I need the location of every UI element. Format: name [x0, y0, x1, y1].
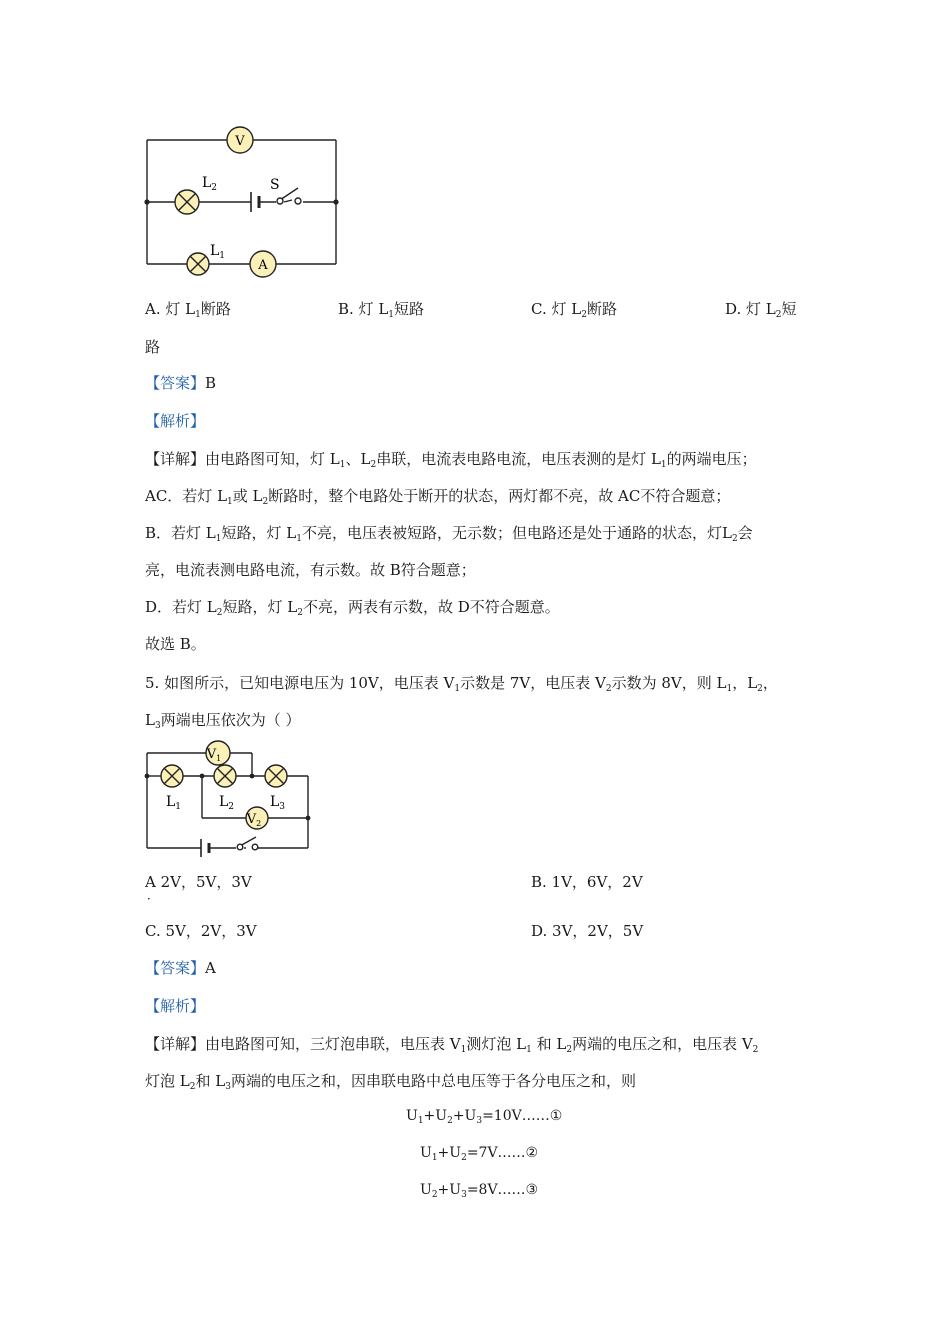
q4-detail-line-5: D．若灯 $L_2$短路，灯 $L_2$不亮，两表有示数，故 D不符合题意。: [145, 598, 560, 618]
q5-v1-label: $V_1$: [206, 747, 222, 763]
q4-option-c[interactable]: C. 灯 $L_2$断路: [531, 300, 617, 320]
q4-battery: [251, 192, 259, 212]
q5-option-c[interactable]: C. 5V，2V，3V: [145, 922, 257, 940]
q4-detail-line-3: B．若灯 $L_1$短路，灯 $L_1$不亮，电压表被短路，无示数；但电路还是处于通路的状态，灯$L_2$会: [145, 524, 753, 544]
q5-option-d[interactable]: D. 3V，2V，5V: [531, 922, 644, 940]
q5-answer: [145, 957, 216, 978]
q4-junction-left: [144, 199, 149, 204]
q5-detail-line-2: 灯泡 $L_2$和 $L_3$两端的电压之和，因串联电路中总电压等于各分电压之和，则: [145, 1072, 636, 1092]
q4-detail-line-4: 亮，电流表测电路电流，有示数。故 B符合题意；: [145, 561, 476, 579]
q5-option-a[interactable]: A 2V，5V，3V: [145, 873, 252, 891]
q4-switch: [277, 188, 301, 204]
q4-label-l1: $L_1$: [210, 243, 226, 261]
q4-junction-right: [333, 199, 338, 204]
q4-answer-tag: 【答案】: [145, 374, 206, 392]
q5-junction-2: [200, 774, 205, 779]
q4-lamp-l2: [175, 190, 199, 214]
q5-circuit-diagram: [140, 736, 320, 862]
q4-option-d[interactable]: D. 灯 $L_2$短: [725, 300, 797, 320]
q4-option-a[interactable]: A. 灯 $L_1$断路: [145, 300, 231, 320]
q4-voltmeter: [227, 127, 253, 153]
q4-label-s: S: [270, 177, 280, 193]
q5-analysis-tag: 【解析】: [145, 997, 206, 1015]
q4-option-d-continued: 路: [145, 338, 161, 356]
q5-stem-line-1: 5. 如图所示，已知电源电压为 10V，电压表 $V_1$示数是 7V，电压表 $V_2$示数为 8V，则 $L_1$，$L_2$，: [145, 674, 778, 694]
q5-lamp-l1: [161, 765, 183, 787]
q5-voltmeter-v2: [246, 807, 268, 829]
q5-junction-4: [306, 816, 311, 821]
q4-ammeter-label: A: [258, 258, 268, 273]
q5-label-l1: $L_1$: [166, 794, 182, 812]
q4-ammeter: [250, 251, 276, 277]
q5-option-b[interactable]: B. 1V，6V，2V: [531, 873, 643, 891]
q5-switch: [237, 837, 258, 850]
q4-answer-value: B: [205, 374, 217, 392]
q5-equation-3: $U_2+U_3=8V\dots\dots ③$: [420, 1182, 539, 1200]
q4-lamp-l1: [187, 253, 209, 275]
q4-answer: [145, 372, 216, 393]
q4-voltmeter-label: V: [235, 134, 245, 149]
q5-voltmeter-v1: [206, 741, 230, 765]
q5-answer-tag: 【答案】: [145, 959, 206, 977]
q4-option-b[interactable]: B. 灯 $L_1$短路: [338, 300, 425, 320]
q4-detail-line-2: AC．若灯 $L_1$或 $L_2$断路时，整个电路处于断开的状态，两灯都不亮，故 AC不符合题意；: [145, 487, 731, 507]
q4-analysis-tag: 【解析】: [145, 412, 206, 430]
q5-detail-line-1: 【详解】由电路图可知，三灯泡串联，电压表 $V_1$测灯泡 $L_1$ 和 $L_2$两端的电压之和，电压表 $V_2$: [145, 1035, 759, 1055]
q5-lamp-l3: [265, 765, 287, 787]
q4-detail-line-6: 故选 B。: [145, 635, 206, 653]
q5-equation-1: $U_1+U_2+U_3=10V\dots\dots ①$: [406, 1108, 563, 1126]
q5-battery: [201, 839, 209, 857]
q5-label-l3: $L_3$: [270, 794, 286, 812]
q5-stem-line-2: $L_3$两端电压依次为（ ）: [145, 711, 301, 731]
q5-equation-2: $U_1+U_2=7V\dots\dots ②$: [420, 1145, 539, 1163]
q5-label-l2: $L_2$: [219, 794, 235, 812]
q4-label-l2: $L_2$: [202, 175, 218, 193]
q5-junction-1: [145, 774, 150, 779]
q4-detail-line-1: 【详解】由电路图可知，灯 $L_1$、$L_2$串联，电流表电路电流，电压表测的是灯 $L_1$的两端电压；: [145, 450, 757, 470]
q5-answer-value: A: [205, 959, 216, 977]
q4-circuit-diagram: [140, 120, 350, 280]
q5-lamp-l2: [214, 765, 236, 787]
q5-v2-label: $V_2$: [246, 812, 262, 828]
q5-option-a-dot: ．: [147, 888, 160, 902]
q5-junction-3: [250, 774, 255, 779]
